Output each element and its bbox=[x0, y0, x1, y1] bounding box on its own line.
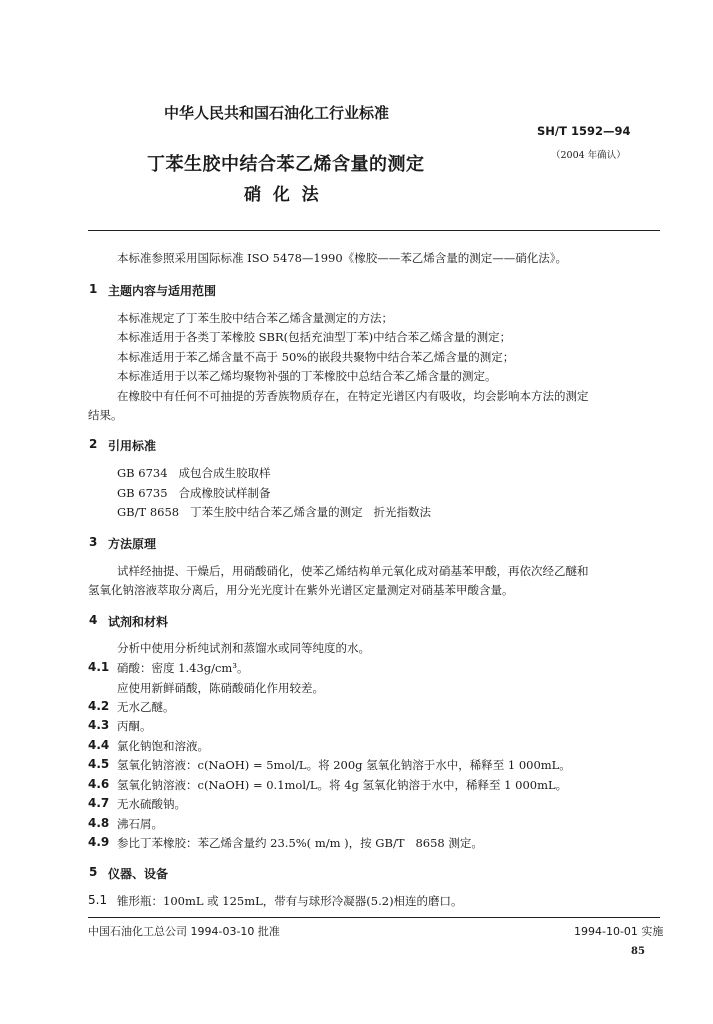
clause-text: 氢氧化钠溶液：c(NaOH) = 0.1mol/L。将 4g 氢氧化钠溶于水中，稀释至 1 000mL。 bbox=[117, 778, 568, 792]
standard-code: SH/T 1592—94 bbox=[537, 124, 631, 138]
clause-text: 氢氧化钠溶液：c(NaOH) = 5mol/L。将 200g 氢氧化钠溶于水中，稀释至 1 000mL。 bbox=[117, 758, 571, 772]
clause-text: 丙酮。 bbox=[117, 719, 152, 733]
clause-text: 氯化钠饱和溶液。 bbox=[117, 739, 209, 753]
reference-item: GB 6735 合成橡胶试样制备 bbox=[117, 486, 271, 500]
clause-number: 4.5 bbox=[88, 757, 110, 771]
section-1-title: 主题内容与适用范围 bbox=[108, 284, 217, 298]
section-1-paragraph: 本标准适用于苯乙烯含量不高于 50%的嵌段共聚物中结合苯乙烯含量的测定； bbox=[117, 350, 515, 364]
section-1-paragraph: 本标准规定了丁苯生胶中结合苯乙烯含量测定的方法； bbox=[117, 311, 393, 325]
footer-rule bbox=[88, 917, 660, 918]
clause-number: 4.6 bbox=[88, 777, 110, 791]
clause-note: 应使用新鲜硝酸，陈硝酸硝化作用较差。 bbox=[117, 681, 324, 695]
implementation-date: 1994-10-01 实施 bbox=[574, 925, 664, 938]
clause-text: 沸石屑。 bbox=[117, 817, 163, 831]
reference-item: GB 6734 成包合成生胶取样 bbox=[117, 466, 271, 480]
header-rule bbox=[88, 230, 660, 231]
clause-number: 5.1 bbox=[88, 893, 108, 907]
section-1-paragraph: 本标准适用于以苯乙烯均聚物补强的丁苯橡胶中总结合苯乙烯含量的测定。 bbox=[117, 369, 497, 383]
document-subtitle: 硝 化 法 bbox=[244, 185, 319, 205]
section-2-title: 引用标准 bbox=[108, 439, 157, 453]
section-3-paragraph: 氢氧化钠溶液萃取分离后，用分光光度计在紫外光谱区定量测定对硝基苯甲酸含量。 bbox=[88, 583, 514, 597]
section-1-paragraph: 本标准适用于各类丁苯橡胶 SBR(包括充油型丁苯)中结合苯乙烯含量的测定； bbox=[117, 330, 512, 344]
section-3-paragraph: 试样经抽提、干燥后，用硝酸硝化，使苯乙烯结构单元氧化成对硝基苯甲酸，再依次经乙醚和 bbox=[117, 564, 589, 578]
issuing-body: 中华人民共和国石油化工行业标准 bbox=[164, 104, 390, 122]
section-4-number: 4 bbox=[89, 613, 98, 627]
section-5-title: 仪器、设备 bbox=[108, 867, 169, 881]
approval-line: 中国石油化工总公司 1994-03-10 批准 bbox=[88, 925, 280, 938]
clause-number: 4.9 bbox=[88, 835, 110, 849]
clause-number: 4.3 bbox=[88, 718, 110, 732]
section-1-paragraph-continued: 结果。 bbox=[88, 408, 123, 422]
confirmation-note: （2004 年确认） bbox=[551, 150, 626, 161]
section-3-title: 方法原理 bbox=[108, 537, 157, 551]
clause-text: 参比丁苯橡胶：苯乙烯含量约 23.5%( m/m )，按 GB/T 8658 测定。 bbox=[117, 836, 483, 850]
document-title: 丁苯生胶中结合苯乙烯含量的测定 bbox=[147, 154, 425, 175]
section-4-title: 试剂和材料 bbox=[108, 615, 169, 629]
clause-number: 4.2 bbox=[88, 699, 110, 713]
section-4-intro: 分析中使用分析纯试剂和蒸馏水或同等纯度的水。 bbox=[117, 641, 370, 655]
section-2-number: 2 bbox=[89, 437, 98, 451]
page-number: 85 bbox=[631, 946, 645, 957]
clause-text: 无水硫酸钠。 bbox=[117, 797, 186, 811]
section-5-number: 5 bbox=[89, 865, 98, 879]
clause-number: 4.7 bbox=[88, 796, 110, 810]
section-1-number: 1 bbox=[89, 282, 98, 296]
clause-number: 4.8 bbox=[88, 816, 110, 830]
reference-item: GB/T 8658 丁苯生胶中结合苯乙烯含量的测定 折光指数法 bbox=[117, 505, 432, 519]
intro-paragraph: 本标准参照采用国际标准 ISO 5478—1990《橡胶——苯乙烯含量的测定——硝化法》。 bbox=[117, 251, 567, 265]
clause-text: 无水乙醚。 bbox=[117, 700, 175, 714]
section-1-paragraph: 在橡胶中有任何不可抽提的芳香族物质存在，在特定光谱区内有吸收，均会影响本方法的测定 bbox=[117, 389, 589, 403]
section-3-number: 3 bbox=[89, 535, 98, 549]
clause-text: 硝酸：密度 1.43g/cm³。 bbox=[117, 661, 249, 675]
clause-text: 锥形瓶：100mL 或 125mL，带有与球形冷凝器(5.2)相连的磨口。 bbox=[117, 894, 463, 908]
clause-number: 4.1 bbox=[88, 660, 110, 674]
clause-number: 4.4 bbox=[88, 738, 110, 752]
